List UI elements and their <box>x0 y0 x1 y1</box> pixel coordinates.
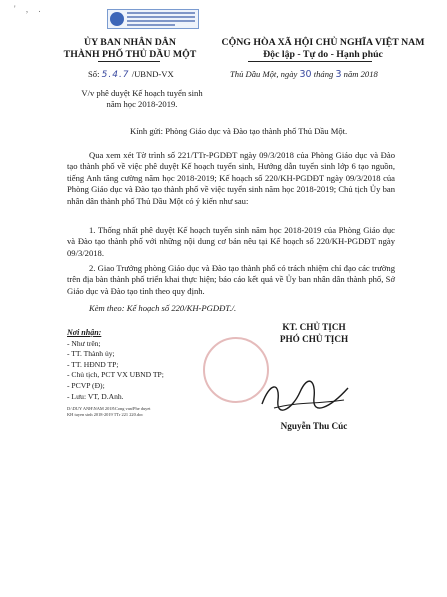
signer-name: Nguyễn Thu Cúc <box>280 421 348 431</box>
stamp-text-lines <box>127 12 195 28</box>
recipient-item: - TT. HĐND TP; <box>67 359 119 369</box>
body-paragraph-1: Qua xem xét Tờ trình số 221/TTr-PGDĐT ngày 09/3/2018 của Phòng Giáo dục và Đào tạo thành phố về việc phê duyệt Kế hoạch tuyển sinh, Hướng dẫn tuyển sinh lớp 6 tạo nguồn, tiếng Anh tăng cường năm học 2018-2019; Kế hoạch số 220/KH-PGDĐT ngày 09/3/2018 của Phòng Giáo dục và Đào tạo thành phố về việc tuyển sinh năm học 2018-2019; Chủ tịch Ủy ban nhân dân thành phố Thủ Dầu Một có ý kiến như sau: <box>67 150 395 206</box>
recipient-item: - Lưu: VT, D.Anh. <box>67 391 124 401</box>
org-line1: ỦY BAN NHÂN DÂN <box>84 37 176 48</box>
received-stamp <box>107 9 199 29</box>
nation-line1: CỘNG HÒA XÃ HỘI CHỦ NGHĨA VIỆT NAM <box>221 37 425 48</box>
recipient-item: - Chủ tịch, PCT VX UBND TP; <box>67 370 164 380</box>
scan-marks: ' , . <box>14 4 45 14</box>
nation-line2: Độc lập - Tự do - Hạnh phúc <box>263 49 383 60</box>
emblem-icon <box>110 12 124 26</box>
handwritten-signature <box>256 374 354 416</box>
recipient-item: - PCVP (Đ); <box>67 380 105 390</box>
body-paragraph-2: 1. Thống nhất phê duyệt Kế hoạch tuyển sinh năm học 2018-2019 của Phòng Giáo dục và Đào tạo thành phố với những nội dung cơ bản nêu tại Kế hoạch số 220/KH-PGDĐT ngày 09/3/2018. <box>67 225 395 258</box>
file-path-note: D:\DUY ANH\NAM 2018\Cong van\Phe duyet KH tuyen sinh 2018-2019 TTr 221 220.doc <box>67 406 151 417</box>
motto-underline <box>248 61 372 62</box>
issuing-organization <box>55 37 205 61</box>
signer-title-2: PHÓ CHỦ TỊCH <box>279 333 349 344</box>
date-line: Thủ Dầu Một, ngày 30 tháng 3 năm 2018 <box>230 69 378 80</box>
recipient-item: - TT. Thành ủy; <box>67 349 115 359</box>
handwritten-number: 5.4.7 <box>101 70 130 80</box>
signer-title-1: KT. CHỦ TỊCH <box>282 322 346 332</box>
greeting: Kính gửi: Phòng Giáo dục và Đào tạo thành phố Thủ Dầu Một. <box>130 126 348 136</box>
national-motto <box>208 37 438 61</box>
document-number: Số: 5.4.7 /UBND-VX <box>88 69 174 80</box>
signature-block <box>240 322 388 345</box>
handwritten-day: 30 <box>299 69 312 80</box>
subject-line: V/v phê duyệt Kế hoạch tuyển sinh năm học 2018-2019. <box>81 88 203 109</box>
attachment-note: Kèm theo: Kế hoạch số 220/KH-PGDĐT./. <box>89 303 237 313</box>
org-line2: THÀNH PHỐ THỦ DẦU MỘT <box>63 49 197 60</box>
body-paragraph-3: 2. Giao Trưởng phòng Giáo dục và Đào tạo thành phố có trách nhiệm chỉ đạo các trường trên địa bàn thành phố triển khai thực hiện; báo cáo kết quả về Ủy ban nhân dân thành phố, Sở Giáo dục và Đào tạo tỉnh theo quy định. <box>67 263 395 296</box>
recipient-item: - Như trên; <box>67 338 101 348</box>
handwritten-month: 3 <box>335 69 342 80</box>
recipients-title: Nơi nhận: <box>67 328 102 337</box>
org-underline <box>98 61 160 62</box>
